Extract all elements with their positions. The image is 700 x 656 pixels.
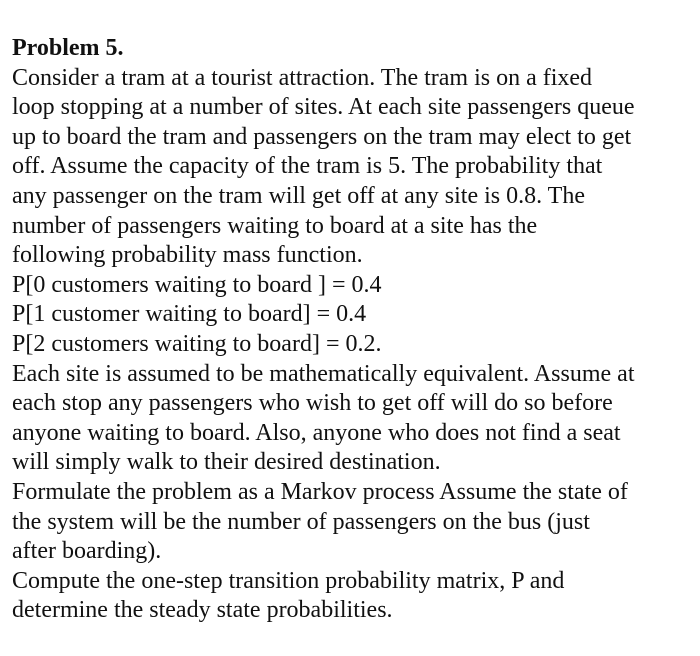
problem-line: following probability mass function.: [12, 242, 363, 269]
problem-line: after boarding).: [12, 538, 162, 565]
pmf-line-2: P[2 customers waiting to board] = 0.2.: [12, 330, 382, 357]
problem-text-block: [12, 34, 692, 626]
problem-line: Consider a tram at a tourist attraction. The tram is on a fixed: [12, 64, 593, 91]
problem-line: any passenger on the tram will get off at any site is 0.8. The: [12, 182, 585, 209]
problem-line: up to board the tram and passengers on the tram may elect to get: [12, 123, 632, 150]
problem-line: off. Assume the capacity of the tram is 5. The probability that: [12, 153, 603, 180]
problem-line: anyone waiting to board. Also, anyone who does not find a seat: [12, 419, 621, 446]
problem-line: number of passengers waiting to board at a site has the: [12, 212, 538, 239]
problem-line: will simply walk to their desired destination.: [12, 449, 441, 476]
problem-line: Formulate the problem as a Markov process Assume the state of: [12, 478, 628, 505]
problem-title: Problem 5.: [12, 35, 124, 61]
problem-line: each stop any passengers who wish to get off will do so before: [12, 390, 613, 417]
problem-line: Each site is assumed to be mathematically equivalent. Assume at: [12, 360, 635, 387]
problem-line: loop stopping at a number of sites. At each site passengers queue: [12, 94, 635, 121]
pmf-line-1: P[1 customer waiting to board] = 0.4: [12, 301, 367, 328]
problem-line: determine the steady state probabilities.: [12, 597, 393, 624]
problem-line: the system will be the number of passengers on the bus (just: [12, 508, 590, 535]
problem-line: Compute the one-step transition probability matrix, P and: [12, 567, 565, 594]
pmf-line-0: P[0 customers waiting to board ] = 0.4: [12, 271, 382, 298]
